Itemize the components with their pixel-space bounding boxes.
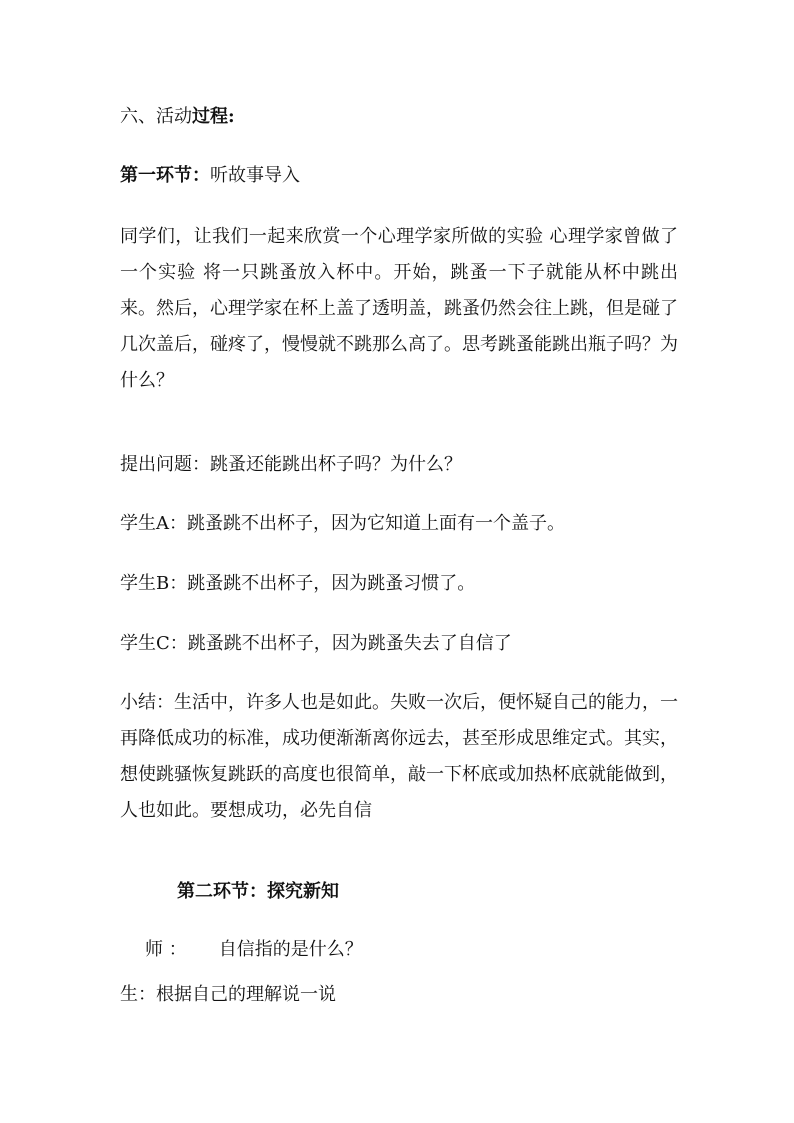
answer-c: 学生C：跳蚤跳不出杯子，因为跳蚤失去了自信了 (120, 633, 512, 654)
stage1-label: 第一环节： (120, 165, 210, 186)
section-heading-bold: 过程: (192, 106, 235, 127)
answer-a: 学生A：跳蚤跳不出杯子，因为它知道上面有一个盖子。 (120, 513, 565, 534)
answer-b: 学生B：跳蚤跳不出杯子，因为跳蚤习惯了。 (120, 573, 476, 594)
summary-paragraph: 小结：生活中，许多人也是如此。失败一次后，便怀疑自己的能力，一再降低成功的标准，成功便渐渐离你远去，甚至形成思维定式。其实，想使跳骚恢复跳跃的高度也很简单，敲一下杯底或加热杯底就能做到，人也如此。要想成功，必先自信 (120, 692, 678, 821)
teacher-label: 师 ： (145, 939, 187, 960)
teacher-text: 自信指的是什么？ (218, 939, 363, 960)
story-paragraph: 同学们，让我们一起来欣赏一个心理学家所做的实验 心理学家曾做了一个实验 将一只跳蚤放入杯中。开始，跳蚤一下子就能从杯中跳出来。然后，心理学家在杯上盖了透明盖，跳蚤仍然会往上跳，但是碰了几次盖后，碰疼了，慢慢就不跳那么高了。思考跳蚤能跳出瓶子吗？为什么？ (120, 226, 678, 391)
stage1-title: 听故事导入 (210, 165, 300, 186)
stage2-heading: 第二环节：探究新知 (177, 881, 339, 902)
student-line: 生：根据自己的理解说一说 (120, 984, 336, 1005)
teacher-line (145, 941, 705, 959)
section-heading-prefix: 六、活动 (120, 106, 192, 127)
section-heading (120, 108, 680, 126)
stage1-heading (120, 167, 680, 185)
question-line: 提出问题：跳蚤还能跳出杯子吗？为什么？ (120, 454, 462, 475)
